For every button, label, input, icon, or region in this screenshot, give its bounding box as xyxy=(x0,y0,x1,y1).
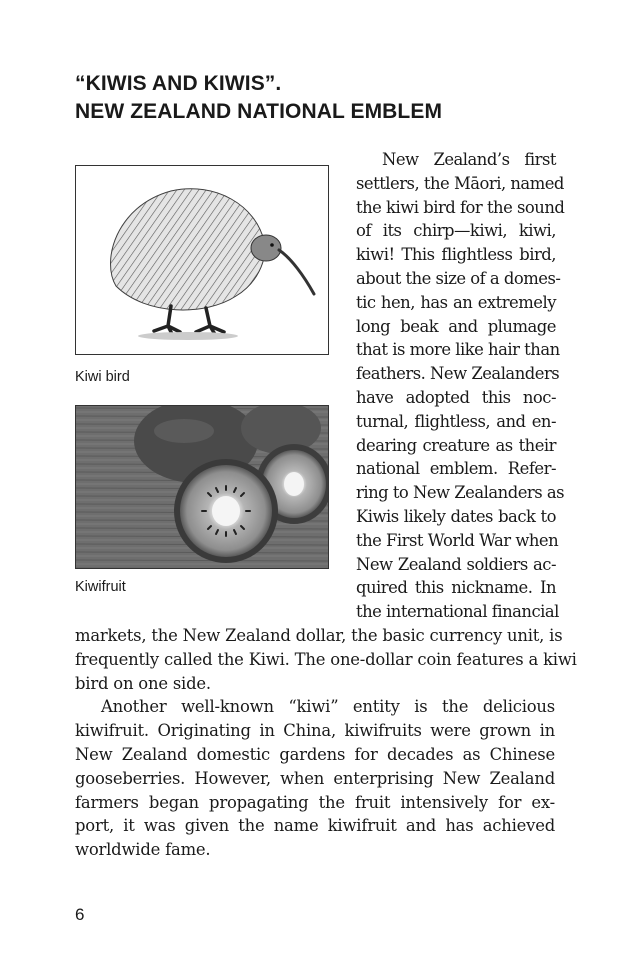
text-line: about the size of a domes- xyxy=(356,268,561,288)
text-line: New Zealand’s first xyxy=(382,150,556,169)
text-line: port, it was given the name kiwifruit and has achieved xyxy=(75,816,555,836)
text-line: that is more like hair than xyxy=(356,340,560,360)
text-line: New Zealand soldiers ac- xyxy=(356,554,556,574)
page-number: 6 xyxy=(75,905,85,924)
text-line: kiwi! This flightless bird, xyxy=(356,245,556,265)
kiwifruit-caption: Kiwifruit xyxy=(75,579,126,595)
text-line: have adopted this noc- xyxy=(356,387,556,407)
full-width-paragraph xyxy=(75,624,577,862)
text-line: gooseberries. However, when enterprising New Zealand xyxy=(75,768,555,788)
text-line: dearing creature as their xyxy=(356,435,556,455)
text-line: Another well-known “kiwi” entity is the delicious xyxy=(101,697,555,717)
column-paragraph xyxy=(356,148,565,624)
text-line: tic hen, has an extremely xyxy=(356,292,556,312)
kiwifruit-figure xyxy=(75,405,329,569)
title-line-2: NEW ZEALAND NATIONAL EMBLEM xyxy=(75,100,443,123)
text-line: frequently called the Kiwi. The one-dollar coin features a kiwi xyxy=(75,649,577,669)
text-line: turnal, flightless, and en- xyxy=(356,411,556,431)
text-line: long beak and plumage xyxy=(356,316,556,336)
page-title xyxy=(75,70,555,126)
text-line: the international financial xyxy=(356,602,559,622)
text-line: of its chirp—kiwi, kiwi, xyxy=(356,221,556,241)
text-line: feathers. New Zealanders xyxy=(356,364,560,384)
text-line: quired this nickname. In xyxy=(356,578,556,598)
text-line: New Zealand domestic gardens for decades as Chinese xyxy=(75,744,555,764)
text-line: markets, the New Zealand dollar, the basic currency unit, is xyxy=(75,626,563,645)
kiwi-bird-caption: Kiwi bird xyxy=(75,369,130,385)
text-line: farmers began propagating the fruit intensively for ex- xyxy=(75,792,555,812)
text-line: bird on one side. xyxy=(75,673,211,693)
text-line: worldwide fame. xyxy=(75,840,211,860)
text-line: kiwifruit. Originating in China, kiwifruits were grown in xyxy=(75,721,555,741)
title-line-1: “KIWIS AND KIWIS”. xyxy=(75,72,282,95)
text-line: ring to New Zealanders as xyxy=(356,483,565,503)
kiwi-bird-icon xyxy=(76,166,328,354)
text-line: the kiwi bird for the sound xyxy=(356,197,565,217)
kiwi-bird-figure xyxy=(75,165,329,355)
text-line: national emblem. Refer- xyxy=(356,459,556,479)
text-line: the First World War when xyxy=(356,530,559,550)
kiwifruit-icon xyxy=(76,406,328,568)
text-line: Kiwis likely dates back to xyxy=(356,506,556,526)
text-line: settlers, the Māori, named xyxy=(356,173,564,193)
